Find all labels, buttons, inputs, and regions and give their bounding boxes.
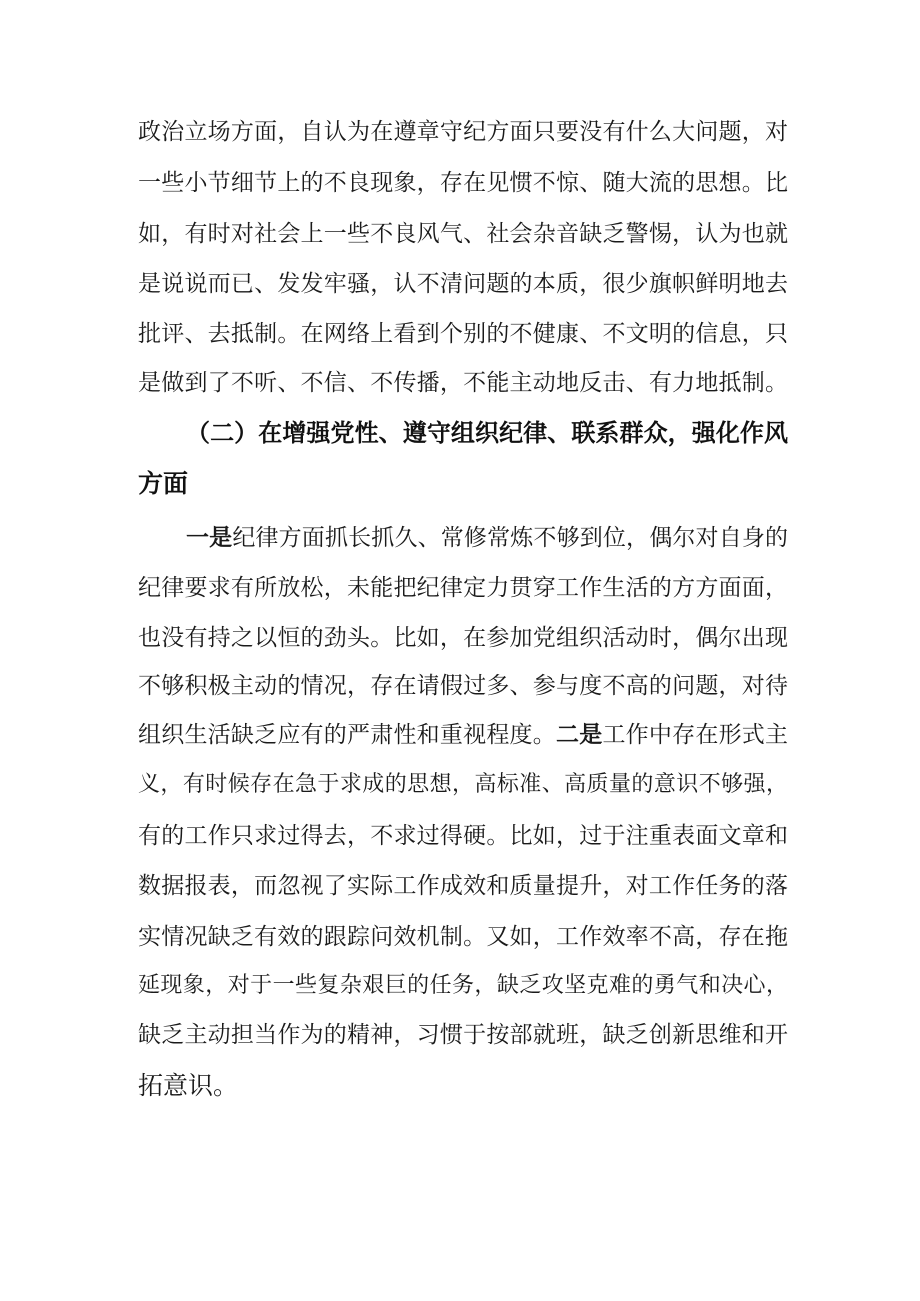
paragraph-2-line-5-post: 工作中存在形式主 xyxy=(602,722,789,748)
paragraph-1-line-3: 如，有时对社会上一些不良风气、社会杂音缺乏警惕，认为也就 xyxy=(138,221,788,247)
paragraph-2-line-11: 缺乏主动担当作为的精神，习惯于按部就班，缺乏创新思维和开 xyxy=(138,1022,788,1048)
paragraph-1-line-2: 一些小节细节上的不良现象，存在见惯不惊、随大流的思想。比 xyxy=(138,170,788,196)
section-heading-line-2: 方面 xyxy=(138,469,189,498)
paragraph-2-line-7: 有的工作只求过得去，不求过得硬。比如，过于注重表面文章和 xyxy=(138,823,788,849)
point-marker-one: 一是 xyxy=(186,525,233,551)
paragraph-1-line-6: 是做到了不听、不信、不传播，不能主动地反击、有力地抵制。 xyxy=(138,370,788,396)
paragraph-2-line-10: 延现象，对于一些复杂艰巨的任务，缺乏攻坚克难的勇气和决心， xyxy=(138,973,788,998)
section-heading-line-1: （二）在增强党性、遵守组织纪律、联系群众，强化作风 xyxy=(186,419,788,447)
point-marker-two: 二是 xyxy=(556,722,603,748)
paragraph-2-line-4: 不够积极主动的情况，存在请假过多、参与度不高的问题，对待 xyxy=(138,673,788,699)
paragraph-1-line-5: 批评、去抵制。在网络上看到个别的不健康、不文明的信息，只 xyxy=(138,321,788,347)
paragraph-2-line-5 xyxy=(138,719,788,751)
paragraph-2-line-1-text: 纪律方面抓长抓久、常修常炼不够到位，偶尔对自身的 xyxy=(232,525,789,551)
paragraph-2-line-1 xyxy=(186,522,788,554)
paragraph-1-line-4: 是说说而已、发发牢骚，认不清问题的本质，很少旗帜鲜明地去 xyxy=(138,271,788,297)
paragraph-1-line-1: 政治立场方面，自认为在遵章守纪方面只要没有什么大问题，对 xyxy=(138,119,788,145)
paragraph-2-line-8: 数据报表，而忽视了实际工作成效和质量提升，对工作任务的落 xyxy=(138,873,788,899)
paragraph-2-line-12: 拓意识。 xyxy=(138,1071,239,1100)
paragraph-2-line-6: 义，有时候存在急于求成的思想，高标准、高质量的意识不够强， xyxy=(138,772,788,797)
paragraph-2-line-5-pre: 组织生活缺乏应有的严肃性和重视程度。 xyxy=(138,722,556,748)
paragraph-2-line-2: 纪律要求有所放松，未能把纪律定力贯穿工作生活的方方面面， xyxy=(138,575,788,601)
paragraph-2-line-9: 实情况缺乏有效的跟踪问效机制。又如，工作效率不高，存在拖 xyxy=(138,924,788,950)
paragraph-2-line-3: 也没有持之以恒的劲头。比如，在参加党组织活动时，偶尔出现 xyxy=(138,625,788,651)
